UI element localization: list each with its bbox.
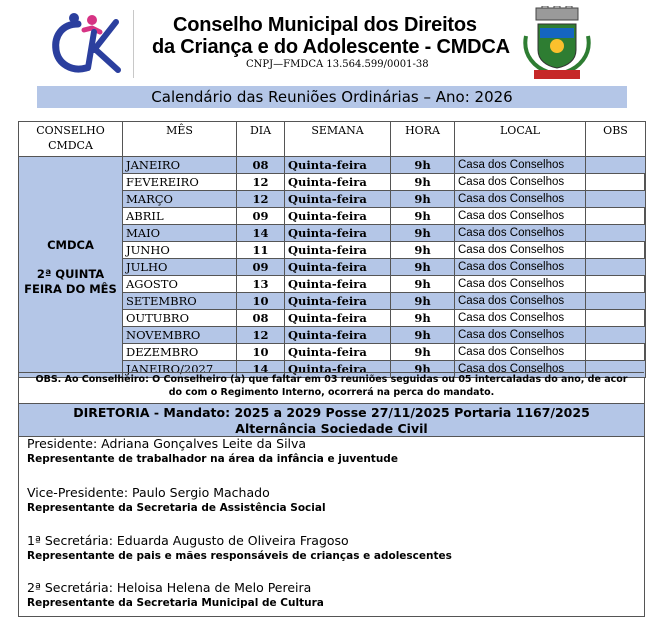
day-cell: 12 — [237, 327, 285, 344]
member-representation: Representante de trabalhador na área da infância e juventude — [27, 453, 398, 465]
weekday-cell: Quinta-feira — [285, 361, 391, 378]
weekday-cell: Quinta-feira — [285, 310, 391, 327]
header-divider — [133, 10, 134, 78]
column-header-day: DIA — [237, 122, 285, 157]
month-cell: NOVEMBRO — [123, 327, 237, 344]
time-cell: 9h — [391, 310, 455, 327]
organization-title-line1: Conselho Municipal dos Direitos — [173, 14, 477, 36]
weekday-cell: Quinta-feira — [285, 191, 391, 208]
column-header-council: CONSELHO CMDCA — [19, 122, 123, 157]
obs-cell — [586, 174, 646, 191]
month-cell: JANEIRO — [123, 157, 237, 174]
time-cell: 9h — [391, 344, 455, 361]
month-cell: FEVEREIRO — [123, 174, 237, 191]
obs-cell — [586, 259, 646, 276]
attendance-note-line2: do com o Regimento Interno, ocorrerá na perca do mandato. — [168, 387, 495, 398]
member-representation: Representante de pais e mães responsáveis de crianças e adolescentes — [27, 550, 452, 562]
obs-cell — [586, 293, 646, 310]
member-entry-second-secretary — [27, 580, 324, 610]
document-header — [0, 0, 663, 82]
municipal-crest-icon — [522, 6, 592, 82]
weekday-cell: Quinta-feira — [285, 157, 391, 174]
place-cell: Casa dos Conselhos — [455, 293, 586, 310]
month-cell: ABRIL — [123, 208, 237, 225]
attendance-note — [19, 372, 644, 403]
cnpj-text: CNPJ—FMDCA 13.564.599/0001-38 — [246, 59, 429, 70]
day-cell: 09 — [237, 259, 285, 276]
table-header-row — [19, 122, 646, 157]
column-header-week: SEMANA — [285, 122, 391, 157]
place-cell: Casa dos Conselhos — [455, 174, 586, 191]
day-cell: 09 — [237, 208, 285, 225]
member-entry-president — [27, 436, 398, 466]
time-cell: 9h — [391, 174, 455, 191]
time-cell: 9h — [391, 259, 455, 276]
day-cell: 12 — [237, 191, 285, 208]
obs-cell — [586, 327, 646, 344]
time-cell: 9h — [391, 191, 455, 208]
month-cell: MAIO — [123, 225, 237, 242]
weekday-cell: Quinta-feira — [285, 242, 391, 259]
month-cell: MARÇO — [123, 191, 237, 208]
month-cell: JUNHO — [123, 242, 237, 259]
place-cell: Casa dos Conselhos — [455, 191, 586, 208]
weekday-cell: Quinta-feira — [285, 276, 391, 293]
obs-cell — [586, 276, 646, 293]
column-header-obs: OBS — [586, 122, 646, 157]
time-cell: 9h — [391, 208, 455, 225]
place-cell: Casa dos Conselhos — [455, 208, 586, 225]
place-cell: Casa dos Conselhos — [455, 344, 586, 361]
day-cell: 10 — [237, 344, 285, 361]
member-role: 2ª Secretária: Heloisa Helena de Melo Pereira — [27, 580, 312, 595]
place-cell: Casa dos Conselhos — [455, 259, 586, 276]
weekday-cell: Quinta-feira — [285, 344, 391, 361]
time-cell: 9h — [391, 361, 455, 378]
obs-cell — [586, 242, 646, 259]
month-cell: JULHO — [123, 259, 237, 276]
place-cell: Casa dos Conselhos — [455, 276, 586, 293]
day-cell: 14 — [237, 225, 285, 242]
place-cell: Casa dos Conselhos — [455, 225, 586, 242]
table-row — [19, 157, 646, 174]
directorate-subtitle: Alternância Sociedade Civil — [235, 421, 428, 436]
meetings-table — [18, 121, 646, 378]
directorate-band — [19, 403, 644, 437]
weekday-cell: Quinta-feira — [285, 174, 391, 191]
council-schedule: 2ª QUINTA FEIRA DO MÊS — [24, 266, 117, 296]
time-cell: 9h — [391, 327, 455, 344]
column-header-month: MÊS — [123, 122, 237, 157]
weekday-cell: Quinta-feira — [285, 259, 391, 276]
place-cell: Casa dos Conselhos — [455, 242, 586, 259]
month-cell: JANEIRO/2027 — [123, 361, 237, 378]
obs-cell — [586, 191, 646, 208]
obs-cell — [586, 344, 646, 361]
column-header-place: LOCAL — [455, 122, 586, 157]
member-role: Vice-Presidente: Paulo Sergio Machado — [27, 485, 270, 500]
organization-title-line2: da Criança e do Adolescente - CMDCA — [152, 36, 510, 58]
weekday-cell: Quinta-feira — [285, 225, 391, 242]
place-cell: Casa dos Conselhos — [455, 157, 586, 174]
council-cell — [19, 157, 123, 378]
member-representation: Representante da Secretaria de Assistência Social — [27, 502, 326, 514]
obs-cell — [586, 225, 646, 242]
calendar-title: Calendário das Reuniões Ordinárias – Ano: 2026 — [37, 86, 627, 108]
day-cell: 14 — [237, 361, 285, 378]
day-cell: 11 — [237, 242, 285, 259]
day-cell: 08 — [237, 157, 285, 174]
member-role: Presidente: Adriana Gonçalves Leite da Silva — [27, 436, 307, 451]
day-cell: 12 — [237, 174, 285, 191]
time-cell: 9h — [391, 157, 455, 174]
weekday-cell: Quinta-feira — [285, 208, 391, 225]
place-cell: Casa dos Conselhos — [455, 361, 586, 378]
day-cell: 10 — [237, 293, 285, 310]
month-cell: AGOSTO — [123, 276, 237, 293]
place-cell: Casa dos Conselhos — [455, 327, 586, 344]
cmdca-logo-icon — [48, 10, 128, 78]
attendance-note-line1: OBS. Ao Conselheiro: O Conselheiro (a) que faltar em 03 reuniões seguidas ou 05 intercaladas do ano, de acor — [35, 374, 628, 385]
day-cell: 08 — [237, 310, 285, 327]
month-cell: OUTUBRO — [123, 310, 237, 327]
weekday-cell: Quinta-feira — [285, 327, 391, 344]
directorate-title: DIRETORIA - Mandato: 2025 a 2029 Posse 27/11/2025 Portaria 1167/2025 — [73, 405, 590, 420]
member-entry-first-secretary — [27, 533, 452, 563]
time-cell: 9h — [391, 242, 455, 259]
obs-cell — [586, 310, 646, 327]
council-name: CMDCA — [47, 237, 94, 252]
place-cell: Casa dos Conselhos — [455, 310, 586, 327]
time-cell: 9h — [391, 293, 455, 310]
member-entry-vice-president — [27, 485, 326, 515]
weekday-cell: Quinta-feira — [285, 293, 391, 310]
obs-cell — [586, 157, 646, 174]
month-cell: SETEMBRO — [123, 293, 237, 310]
obs-cell — [586, 208, 646, 225]
member-role: 1ª Secretária: Eduarda Augusto de Oliveira Fragoso — [27, 533, 349, 548]
time-cell: 9h — [391, 276, 455, 293]
time-cell: 9h — [391, 225, 455, 242]
month-cell: DEZEMBRO — [123, 344, 237, 361]
member-representation: Representante da Secretaria Municipal de Cultura — [27, 597, 324, 609]
column-header-time: HORA — [391, 122, 455, 157]
day-cell: 13 — [237, 276, 285, 293]
